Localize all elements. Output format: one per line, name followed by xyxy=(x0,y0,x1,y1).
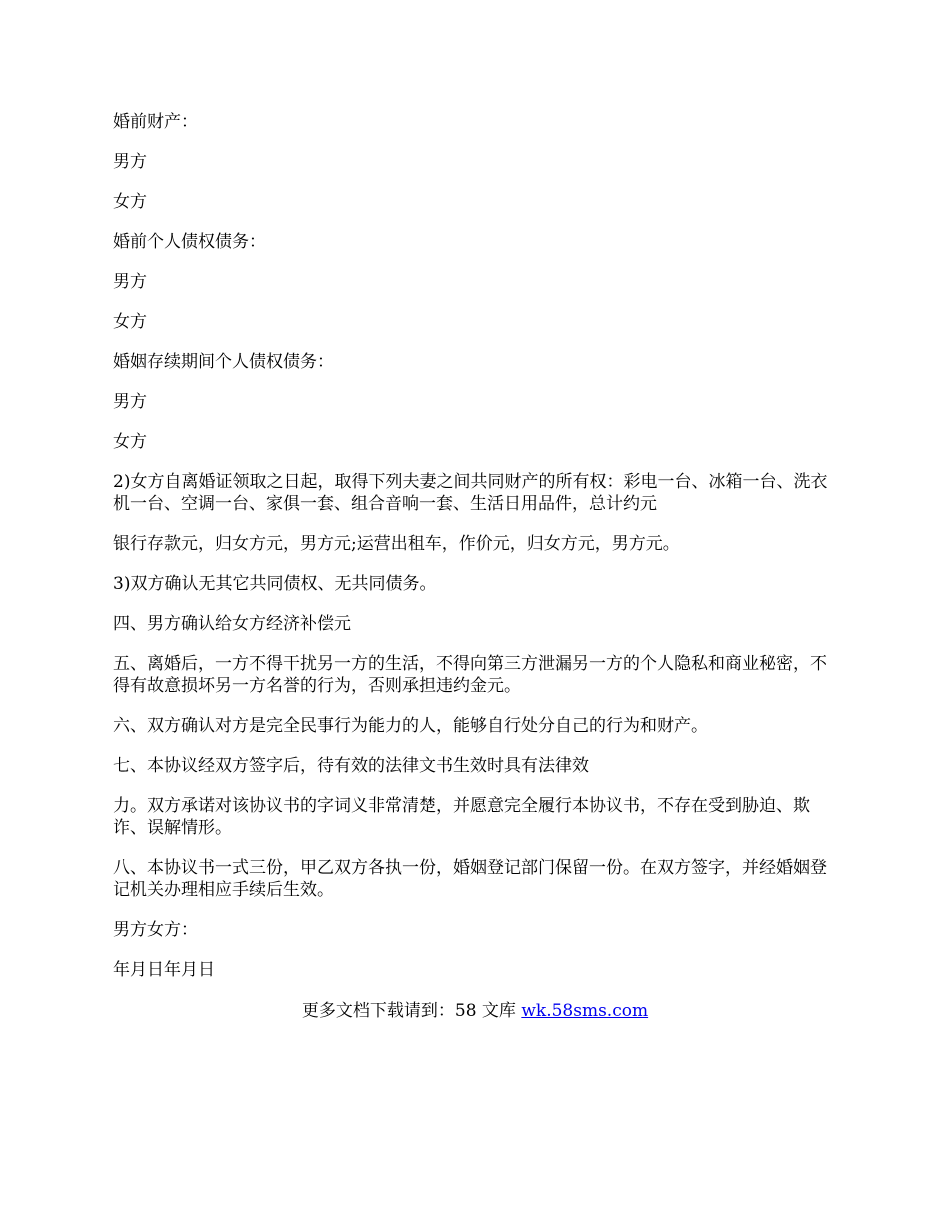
label-female: 女方 xyxy=(113,192,147,212)
clause-eight-copies: 八、本协议书一式三份，甲乙双方各执一份，婚姻登记部门保留一份。在双方签字，并经婚姻登记机关办理相应手续后生效。 xyxy=(113,858,827,900)
clause-2-property: 2)女方自离婚证领取之日起，取得下列夫妻之间共同财产的所有权：彩电一台、冰箱一台、洗衣机一台、空调一台、家俱一套、组合音响一套、生活日用品件，总计约元 xyxy=(113,472,828,514)
heading-marriage-debts: 婚姻存续期间个人债权债务： xyxy=(113,352,334,372)
clause-seven-continued: 力。双方承诺对该协议书的字词义非常清楚，并愿意完全履行本协议书，不存在受到胁迫、欺诈、误解情形。 xyxy=(113,796,810,838)
footer-link[interactable]: wk.58sms.com xyxy=(521,1001,649,1021)
document-body xyxy=(113,111,843,999)
signature-line: 男方女方： xyxy=(113,920,198,940)
clause-3-no-debts: 3)双方确认无其它共同债权、无共同债务。 xyxy=(113,574,437,594)
footer-text: 更多文档下载请到：58 文库 xyxy=(301,1001,522,1021)
label-female: 女方 xyxy=(113,312,147,332)
heading-premarital-debts: 婚前个人债权债务： xyxy=(113,232,266,252)
label-female: 女方 xyxy=(113,432,147,452)
heading-premarital-property: 婚前财产： xyxy=(113,112,198,132)
clause-four-compensation: 四、男方确认给女方经济补偿元 xyxy=(113,614,351,634)
date-line: 年月日年月日 xyxy=(113,960,215,980)
clause-six-capacity: 六、双方确认对方是完全民事行为能力的人，能够自行处分自己的行为和财产。 xyxy=(113,716,708,736)
label-male: 男方 xyxy=(113,272,147,292)
clause-seven-effect: 七、本协议经双方签字后，待有效的法律文书生效时具有法律效 xyxy=(113,756,589,776)
label-male: 男方 xyxy=(113,392,147,412)
footer xyxy=(0,1000,950,1022)
label-male: 男方 xyxy=(113,152,147,172)
clause-bank-deposit: 银行存款元，归女方元，男方元;运营出租车，作价元，归女方元，男方元。 xyxy=(113,534,680,554)
clause-five-privacy: 五、离婚后，一方不得干扰另一方的生活，不得向第三方泄漏另一方的个人隐私和商业秘密，不得有故意损坏另一方名誉的行为，否则承担违约金元。 xyxy=(113,654,827,696)
